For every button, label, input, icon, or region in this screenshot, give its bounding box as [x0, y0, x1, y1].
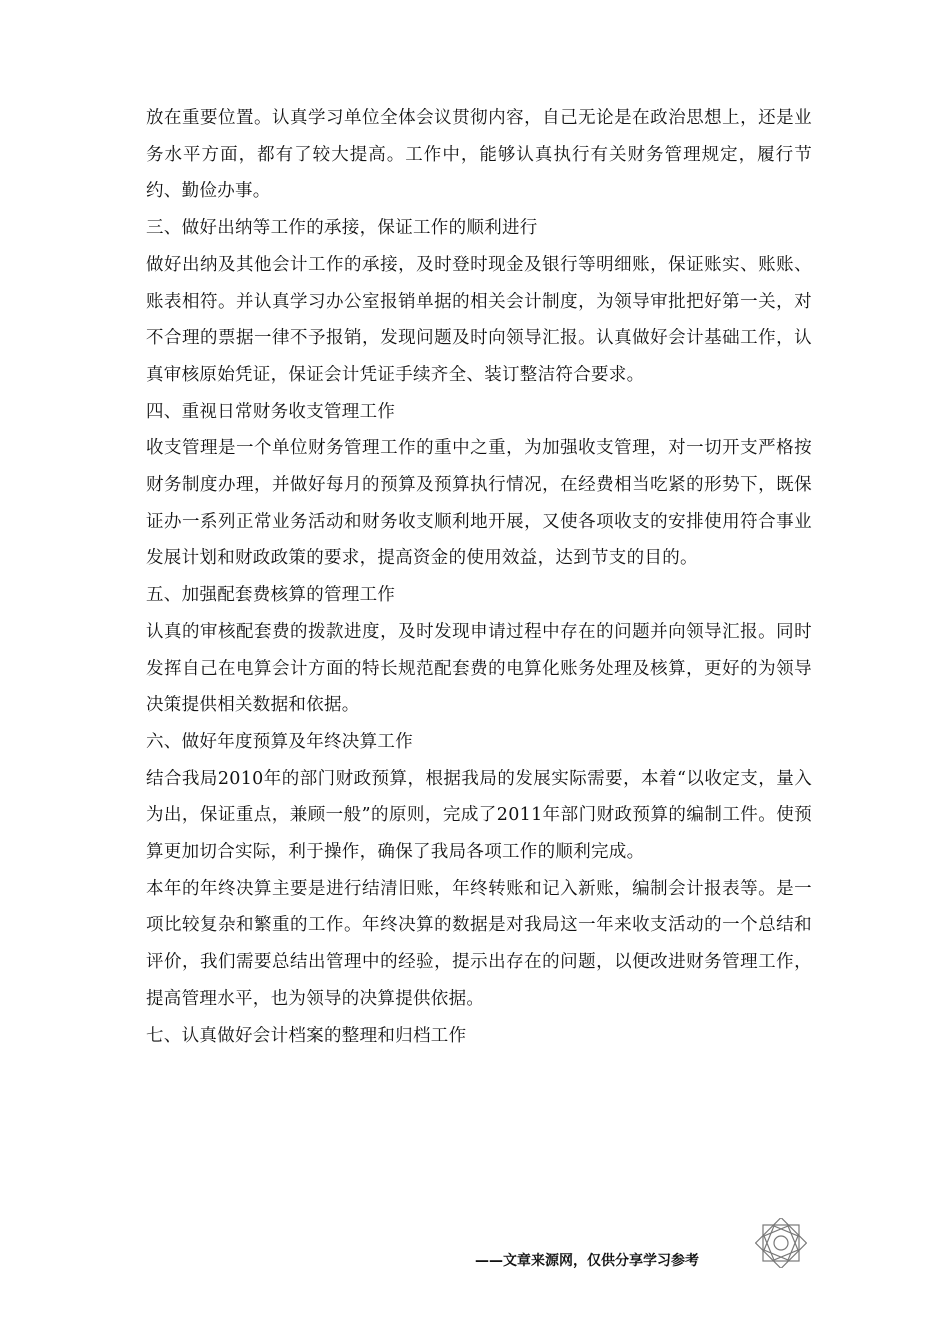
section-heading: 七、认真做好会计档案的整理和归档工作 — [146, 1025, 467, 1046]
geometric-star-logo-icon — [755, 1218, 807, 1268]
section-heading: 五、加强配套费核算的管理工作 — [146, 585, 396, 606]
paragraph: 本年的年终决算主要是进行结清旧账，年终转账和记入新账，编制会计报表等。是一项比较复杂和繁重的工作。年终决算的数据是对我局这一年来收支活动的一个总结和评价，我们需要总结出管理中的经验，提示出存在的问题，以便改进财务管理工作，提高管理水平，也为领导的决算提供依据。 — [146, 878, 812, 1009]
paragraph: 放在重要位置。认真学习单位全体会议贯彻内容，自己无论是在政治思想上，还是业务水平方面，都有了较大提高。工作中，能够认真执行有关财务管理规定，履行节约、勤俭办事。 — [146, 108, 812, 202]
section-heading: 六、做好年度预算及年终决算工作 — [146, 731, 413, 752]
paragraph: 做好出纳及其他会计工作的承接，及时登时现金及银行等明细账，保证账实、账账、账表相符。并认真学习办公室报销单据的相关会计制度，为领导审批把好第一关，对不合理的票据一律不予报销，发现问题及时向领导汇报。认真做好会计基础工作，认真审核原始凭证，保证会计凭证手续齐全、装订整洁符合要求。 — [146, 254, 812, 385]
section-heading: 三、做好出纳等工作的承接，保证工作的顺利进行 — [146, 218, 538, 239]
footer-source-note: ——文章来源网，仅供分享学习参考 — [475, 1253, 699, 1269]
paragraph: 收支管理是一个单位财务管理工作的重中之重，为加强收支管理，对一切开支严格按财务制度办理，并做好每月的预算及预算执行情况，在经费相当吃紧的形势下，既保证办一系列正常业务活动和财务收支顺利地开展，又使各项收支的安排使用符合事业发展计划和财政政策的要求，提高资金的使用效益，达到节支的目的。 — [146, 438, 812, 569]
paragraph: 认真的审核配套费的拨款进度，及时发现申请过程中存在的问题并向领导汇报。同时发挥自己在电算会计方面的特长规范配套费的电算化账务处理及核算，更好的为领导决策提供相关数据和依据。 — [146, 621, 812, 716]
document-body — [146, 100, 812, 1054]
paragraph: 结合我局2010年的部门财政预算，根据我局的发展实际需要，本着“以收定支，量入为出，保证重点，兼顾一般”的原则，完成了2011年部门财政预算的编制工件。使预算更加切合实际，利于操作，确保了我局各项工作的顺利完成。 — [146, 768, 812, 863]
section-heading: 四、重视日常财务收支管理工作 — [146, 401, 396, 422]
